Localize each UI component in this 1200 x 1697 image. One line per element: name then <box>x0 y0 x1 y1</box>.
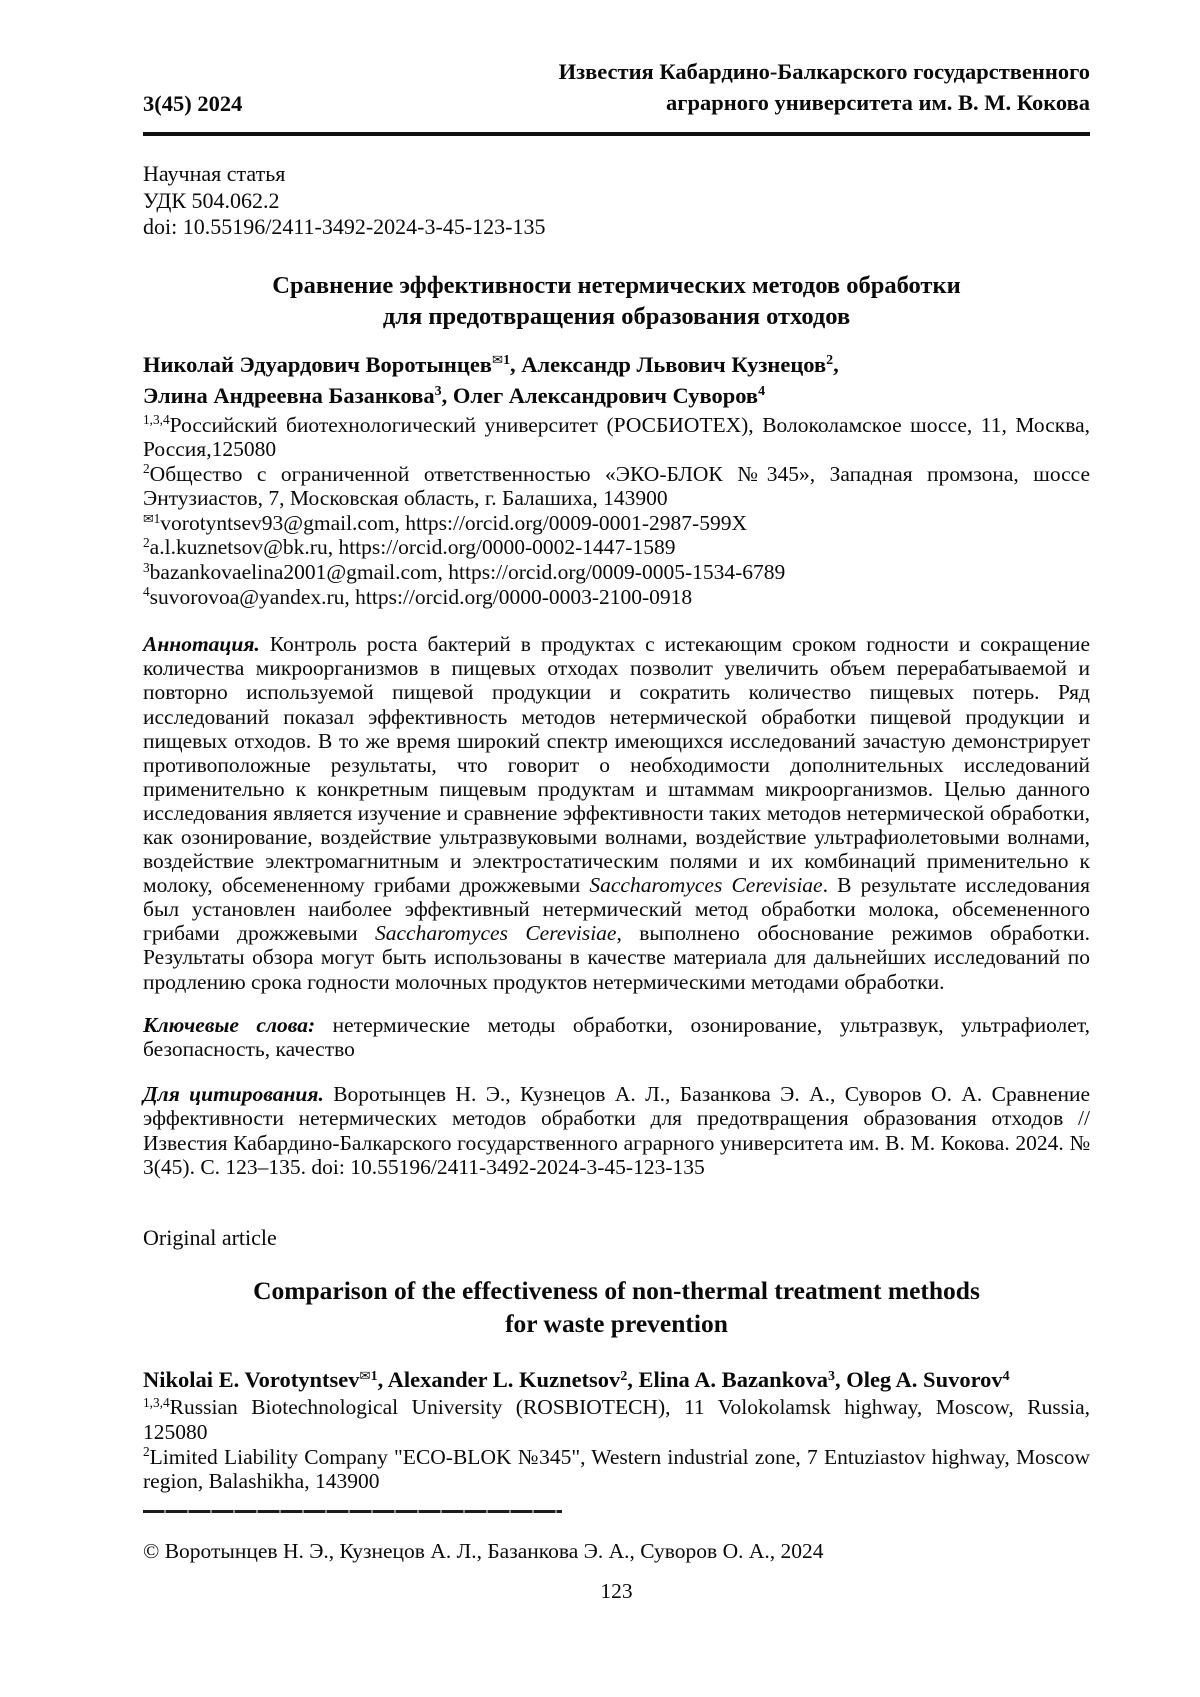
affiliation-en-1: $^{1,3,4}$Russian Biotechnological University (ROSBIOTECH), 11 Volokolamsk highway, Moscow, Russia, 125080 <box>143 1395 1090 1445</box>
contact-line-2 <box>143 535 1090 560</box>
doi-line: doi: 10.55196/2411-3492-2024-3-45-123-135 <box>143 214 546 239</box>
contact-email-orcid: suvorovoa@yandex.ru, https://orcid.org/0000-0003-2100-0918 <box>149 584 693 609</box>
journal-name <box>559 56 1090 118</box>
author-mark: 4 <box>758 383 766 399</box>
contact-mark: 2 <box>143 535 150 551</box>
article-title-en-line2: for waste prevention <box>505 1309 728 1339</box>
article-title-ru-line2: для предотвращения образования отходов <box>382 302 851 330</box>
footnote-divider <box>143 1510 562 1513</box>
author-mark: 2 <box>826 352 834 368</box>
contact-email-orcid: bazankovaelina2001@gmail.com, https://orcid.org/0009-0005-1534-6789 <box>149 560 786 585</box>
affiliations-ru <box>143 413 1090 511</box>
author-contacts <box>143 511 1090 609</box>
article-type-ru: Научная статья <box>143 161 286 186</box>
author-mark: ✉1 <box>359 1368 378 1384</box>
species-name: Saccharomyces Cerevisiae <box>375 921 617 946</box>
article-title-ru-line1: Сравнение эффективности нетермических методов обработки <box>272 271 961 299</box>
author-mark: ✉1 <box>491 352 511 368</box>
article-type-en: Original article <box>143 1225 277 1251</box>
abstract-ru: Аннотация. Контроль роста бактерий в продуктах с истекающим сроком годности и сокращение количества микроорганизмов в пищевых отходах позволит увеличить объем перерабатываемой и повторно используемой пищевой продукции и сократить количество пищевых потерь. Ряд исследований показал эффективность методов нетермической обработки пищевой продукции и пищевых отходов. В то же время широкий спектр имеющихся исследований зачастую демонстрирует противоположные результаты, что говорит о необходимости дополнительных исследований применительно к конкретным пищевым продуктам и штаммам микроорганизмов. Целью данного исследования является изучение и сравнение эффективности таких методов нетермической обработки, как озонирование, воздействие ультразвуковыми волнами, воздействие ультрафиолетовыми волнами, воздействие электромагнитным и электростатическим полями и их комбинаций применительно к молоку, обсемененному грибами дрожжевыми Saccharomyces Cerevisiae. В результате исследования был установлен наиболее эффективный нетермический метод обработки молока, обсемененного грибами дрожжевыми Saccharomyces Cerevisiae, выполнено обоснование режимов обработки. Результаты обзора могут быть использованы в качестве материала для дальнейших исследований по продлению срока годности молочных продуктов нетермическими методами обработки. <box>143 632 1090 994</box>
journal-name-line1: Известия Кабардино-Балкарского государственного <box>558 59 1090 84</box>
authors-ru <box>143 349 1090 411</box>
keywords-label: Ключевые слова: <box>143 1012 316 1037</box>
contact-mark: 3 <box>143 559 150 575</box>
affiliation-ru-1: $^{1,3,4}$Российский биотехнологический университет (РОСБИОТЕХ), Волоколамское шоссе, 11, Москва, Россия,125080 <box>143 412 1090 462</box>
contact-mark: ✉1 <box>143 510 161 526</box>
species-name: Saccharomyces Cerevisiae <box>589 873 823 898</box>
citation-ru: Для цитирования. Воротынцев Н. Э., Кузнецов А. Л., Базанкова Э. А., Суворов О. А. Сравнение эффективности нетермических методов обработки для предотвращения образования отходов // Известия Кабардино-Балкарского государственного аграрного университета им. В. М. Кокова. 2024. № 3(45). С. 123–135. doi: 10.55196/2411-3492-2024-3-45-123-135 <box>143 1081 1090 1180</box>
author-name: , Oleg A. Suvorov <box>834 1367 1003 1393</box>
author-mark: 4 <box>1002 1368 1010 1384</box>
affiliation-mark: 2 <box>143 1444 150 1460</box>
author-name: , Олег Александрович Суворов <box>441 382 759 408</box>
author-mark: 3 <box>827 1368 835 1384</box>
article-title-en <box>143 1274 1090 1340</box>
author-name: , Александр Львович Кузнецов <box>510 351 827 377</box>
copyright-line: © Воротынцев Н. Э., Кузнецов А. Л., Базанкова Э. А., Суворов О. А., 2024 <box>143 1538 824 1563</box>
abstract-label: Аннотация. <box>143 632 260 657</box>
contact-email-orcid: vorotyntsev93@gmail.com, https://orcid.org/0009-0001-2987-599X <box>160 510 747 535</box>
authors-ru-line1: Николай Эдуардович Воротынцев$^{✉1}$, Александр Львович Кузнецов$^2$, <box>143 351 839 377</box>
journal-header <box>143 0 1090 136</box>
issue-number: 3(45) 2024 <box>143 91 243 116</box>
contact-line-1 <box>143 511 1090 536</box>
affiliations-en <box>143 1395 1090 1493</box>
journal-name-line2: аграрного университета им. В. М. Кокова <box>666 90 1090 115</box>
page-number: 123 <box>600 1578 633 1603</box>
authors-ru-line2 <box>143 380 1090 411</box>
contact-line-4 <box>143 585 1090 610</box>
author-name: Nikolai E. Vorotyntsev <box>143 1367 360 1393</box>
citation-label: Для цитирования. <box>143 1081 324 1106</box>
affiliation-en-2: $^2$Limited Liability Company "ECO-BLOK №345", Western industrial zone, 7 Entuziastov highway, Moscow region, Balashikha, 143900 <box>143 1444 1090 1494</box>
author-name: , Elina A. Bazankova <box>627 1367 828 1393</box>
article-title-ru <box>143 270 1090 332</box>
envelope-icon: ✉ <box>491 352 504 368</box>
affiliation-mark: 1,3,4 <box>143 412 170 428</box>
affiliation-mark: 2 <box>143 461 150 477</box>
article-meta-ru <box>143 161 1090 241</box>
contact-line-3 <box>143 560 1090 585</box>
contact-mark: 4 <box>143 584 150 600</box>
author-name: Николай Эдуардович Воротынцев <box>143 351 492 377</box>
affiliation-ru-2: $^2$Общество с ограниченной ответственностью «ЭКО-БЛОК №345», Западная промзона, шоссе Энтузиастов, 7, Московская область, г. Балашиха, 143900 <box>143 461 1090 511</box>
keywords-ru: Ключевые слова: нетермические методы обработки, озонирование, ультразвук, ультрафиолет, безопасность, качество <box>143 1012 1090 1062</box>
udc-number: УДК 504.062.2 <box>143 187 280 213</box>
authors-en <box>143 1365 1090 1395</box>
author-name: , Alexander L. Kuznetsov <box>377 1367 621 1393</box>
author-name: Элина Андреевна Базанкова <box>143 382 435 408</box>
affiliation-mark: 1,3,4 <box>143 1395 170 1411</box>
page-content <box>143 0 1090 1604</box>
article-title-en-line1: Comparison of the effectiveness of non-thermal treatment methods <box>253 1276 980 1306</box>
envelope-icon: ✉ <box>143 510 154 526</box>
author-mark: 2 <box>620 1368 628 1384</box>
author-mark: 3 <box>434 383 442 399</box>
envelope-icon: ✉ <box>359 1368 371 1384</box>
contact-email-orcid: a.l.kuznetsov@bk.ru, https://orcid.org/0000-0002-1447-1589 <box>149 535 676 560</box>
